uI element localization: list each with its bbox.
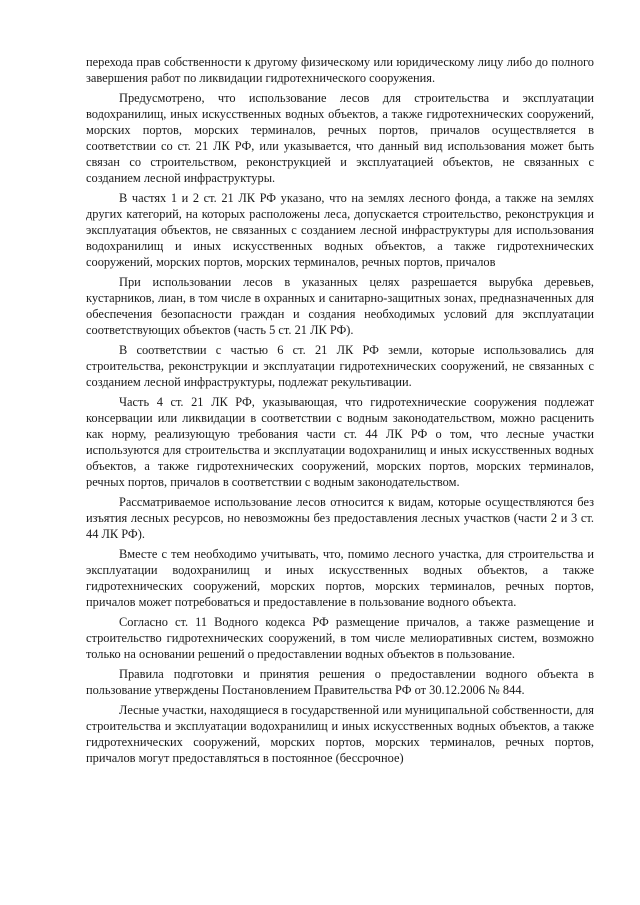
paragraph-2: Предусмотрено, что использование лесов для строительства и эксплуатации водохранилищ, иных искусственных водных объектов, а также гидротехнических сооружений, морских портов, морских терминалов, речных портов, причалов осуществляется в соответствии со ст. 21 ЛК РФ, или указывается, что данный вид использования может быть связан со строительством, реконструкцией и эксплуатацией объектов, не связанных с созданием лесной инфраструктуры. xyxy=(86,91,594,185)
paragraph-1: перехода прав собственности к другому физическому или юридическому лицу либо до полного завершения работ по ликвидации гидротехнического сооружения. xyxy=(86,55,594,85)
paragraph-9: Согласно ст. 11 Водного кодекса РФ размещение причалов, а также размещение и строительство гидротехнических сооружений, в том числе мелиоративных систем, возможно только на основании решений о предоставлении водных объектов в пользование. xyxy=(86,615,594,661)
paragraph-7: Рассматриваемое использование лесов относится к видам, которые осуществляются без изъятия лесных ресурсов, но невозможны без предоставления лесных участков (части 2 и 3 ст. 44 ЛК РФ). xyxy=(86,495,594,541)
paragraph-10: Правила подготовки и принятия решения о предоставлении водного объекта в пользование утверждены Постановлением Правительства РФ от 30.12.2006 № 844. xyxy=(86,667,594,697)
paragraph-11: Лесные участки, находящиеся в государственной или муниципальной собственности, для строительства и эксплуатации водохранилищ и иных искусственных водных объектов, а также гидротехнических сооружений, морских портов, морских терминалов, речных портов, причалов могут предоставляться в постоянное (бессрочное) xyxy=(86,703,594,765)
document-page xyxy=(86,54,594,770)
paragraph-8: Вместе с тем необходимо учитывать, что, помимо лесного участка, для строительства и эксплуатации водохранилищ и иных искусственных водных объектов, а также гидротехнических сооружений, морских портов, морских терминалов, речных портов, причалов может потребоваться и предоставление в пользование водного объекта. xyxy=(86,547,594,609)
paragraph-6: Часть 4 ст. 21 ЛК РФ, указывающая, что гидротехнические сооружения подлежат консервации или ликвидации в соответствии с водным законодательством, можно расценить как норму, реализующую требования части ст. 44 ЛК РФ о том, что лесные участки используются для строительства и эксплуатации водохранилищ и иных искусственных водных объектов, а также гидротехнических сооружений, морских портов, морских терминалов, речных портов, причалов в соответствии с водным законодательством. xyxy=(86,395,594,489)
paragraph-5: В соответствии с частью 6 ст. 21 ЛК РФ земли, которые использовались для строительства, реконструкции и эксплуатации гидротехнических сооружений, не связанных с созданием лесной инфраструктуры, подлежат рекультивации. xyxy=(86,343,594,389)
paragraph-3: В частях 1 и 2 ст. 21 ЛК РФ указано, что на землях лесного фонда, а также на землях других категорий, на которых расположены леса, допускается строительство, реконструкция и эксплуатация объектов, не связанных с созданием лесной инфраструктуры для использования водохранилищ и иных искусственных водных объектов, а также гидротехнических сооружений, морских портов, морских терминалов, речных портов, причалов xyxy=(86,191,594,269)
paragraph-4: При использовании лесов в указанных целях разрешается вырубка деревьев, кустарников, лиан, в том числе в охранных и санитарно-защитных зонах, предназначенных для обеспечения безопасности граждан и создания необходимых условий для эксплуатации соответствующих объектов (часть 5 ст. 21 ЛК РФ). xyxy=(86,275,594,337)
